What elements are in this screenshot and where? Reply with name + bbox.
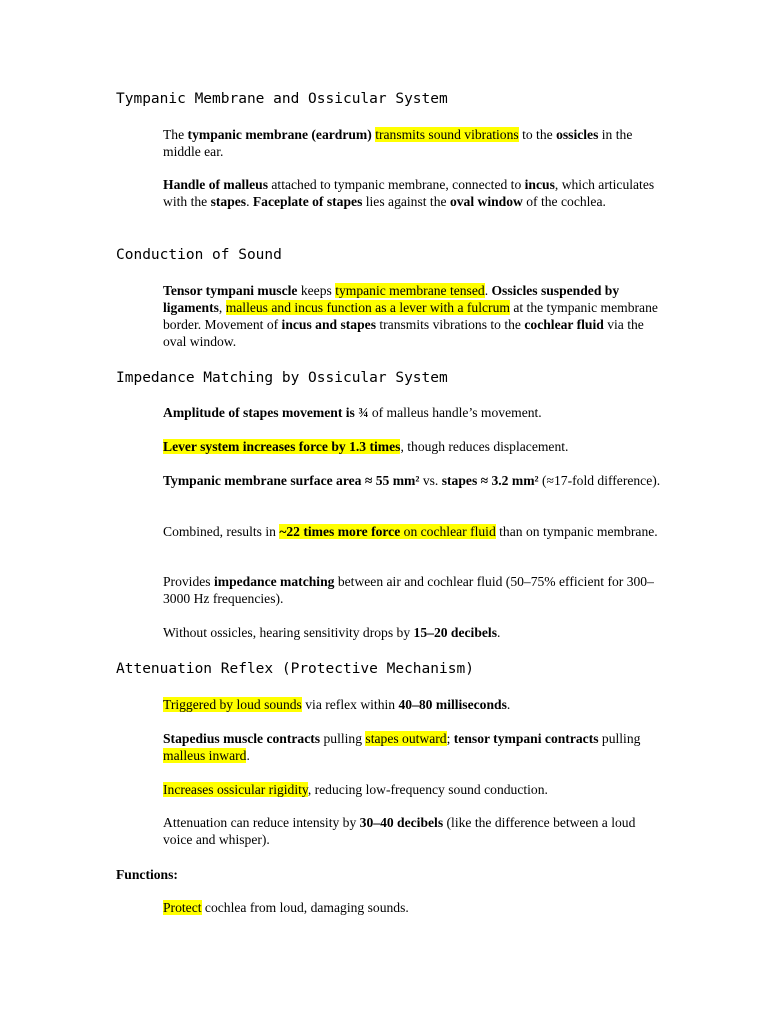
paragraph-impedance-matching: Provides impedance matching between air and cochlear fluid (50–75% efficient for 300–3000 Hz frequencies). (163, 574, 654, 606)
paragraph-combined-force: Combined, results in ~22 times more force on cochlear fluid than on tympanic membrane. (163, 524, 658, 539)
highlight: Lever system increases force by 1.3 times (163, 439, 401, 454)
highlight: Triggered by loud sounds (163, 697, 302, 712)
highlight: Increases ossicular rigidity (163, 782, 308, 797)
highlight: Protect (163, 900, 202, 915)
paragraph-surface-area: Tympanic membrane surface area ≈ 55 mm² vs. stapes ≈ 3.2 mm² (≈17-fold difference). (163, 473, 661, 488)
highlight: malleus and incus function as a lever with a fulcrum (225, 300, 510, 315)
paragraph-handle-of-malleus: Handle of malleus attached to tympanic membrane, connected to incus, which articulates with the stapes. Faceplate of stapes lies against the oval window of the cochlea. (163, 177, 655, 209)
paragraph-without-ossicles: Without ossicles, hearing sensitivity drops by 15–20 decibels. (163, 625, 501, 640)
highlight: transmits sound vibrations (375, 127, 519, 142)
section-heading-impedance-matching: Impedance Matching by Ossicular System (116, 370, 448, 386)
paragraph-triggered-loud-sounds: Triggered by loud sounds via reflex within 40–80 milliseconds. (163, 697, 511, 712)
highlight: malleus inward (163, 748, 247, 763)
section-heading-tympanic-membrane: Tympanic Membrane and Ossicular System (116, 91, 448, 107)
paragraph-lever-system: Lever system increases force by 1.3 times, though reduces displacement. (163, 439, 569, 454)
paragraph-amplitude-stapes: Amplitude of stapes movement is ¾ of malleus handle’s movement. (163, 405, 542, 420)
paragraph-protect-cochlea: Protect cochlea from loud, damaging sounds. (163, 900, 409, 915)
highlight: ~22 times more force on cochlear fluid (279, 524, 496, 539)
paragraph-attenuation-intensity: Attenuation can reduce intensity by 30–40 decibels (like the difference between a loud voice and whisper). (163, 815, 636, 847)
paragraph-tensor-tympani: Tensor tympani muscle keeps tympanic membrane tensed. Ossicles suspended by ligaments, malleus and incus function as a lever with a fulcrum at the tympanic membrane border. Movement of incus and stapes transmits vibrations to the cochlear fluid via the oval window. (163, 283, 658, 349)
section-heading-conduction-of-sound: Conduction of Sound (116, 247, 282, 263)
section-heading-attenuation-reflex: Attenuation Reflex (Protective Mechanism) (116, 661, 474, 677)
functions-label: Functions: (116, 867, 178, 882)
paragraph-ossicular-rigidity: Increases ossicular rigidity, reducing low-frequency sound conduction. (163, 782, 548, 797)
paragraph-stapedius-muscle: Stapedius muscle contracts pulling stapes outward; tensor tympani contracts pulling malleus inward. (163, 731, 641, 763)
highlight: tympanic membrane tensed (335, 283, 485, 298)
highlight: stapes outward (365, 731, 447, 746)
paragraph-eardrum-transmits: The tympanic membrane (eardrum) transmits sound vibrations to the ossicles in the middle ear. (163, 127, 633, 159)
